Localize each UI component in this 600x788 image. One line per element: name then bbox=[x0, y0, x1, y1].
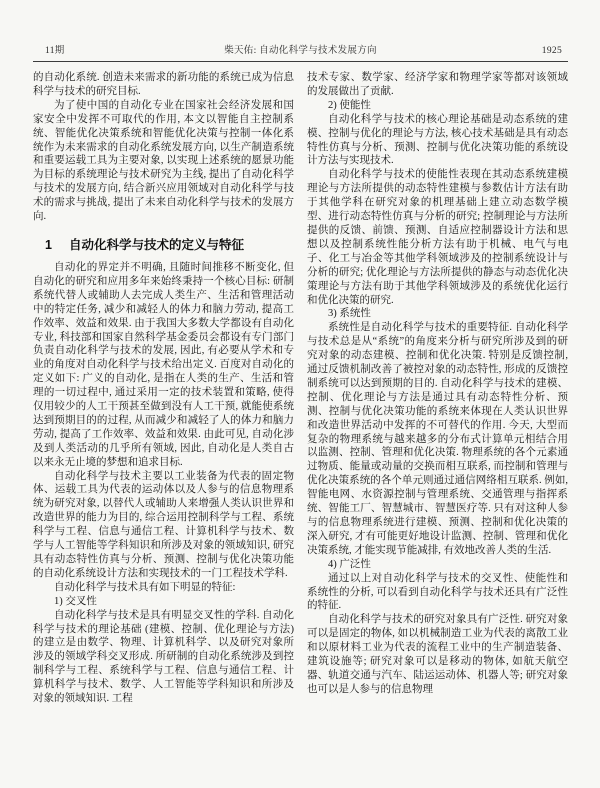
paragraph: 的自动化系统. 创造未来需求的新功能的系统已成为信息科学与技术的研究目标. bbox=[33, 72, 294, 97]
page-number: 1925 bbox=[541, 46, 562, 56]
issue-label: 11期 bbox=[45, 46, 65, 56]
feature-item-label: 3) 系统性 bbox=[328, 308, 371, 320]
text-columns bbox=[33, 71, 568, 706]
paragraph: 自动化的界定并不明确, 且随时间推移不断变化, 但自动化的研究和应用多年来始终秉持一个核心目标: 研制系统代替人或辅助人去完成人类生产、生活和管理活动中的特定任务, 减少和减轻人的体力和脑力劳动, 提高工作效率、效益和效果. 由于我国大多数大学都设有自动化专业, 科技部和国家自然科学基金委员会都设有专门部门负责自动化科学与技术的发展, 因此, 有必要从学术和专业的角度对自动化科学与技术给出定义. 百度对自动化的定义如下: 广义的自动化, 是指在人类的生产、生活和管理的一切过程中, 通过采用一定的技术装置和策略, 使得仅用较少的人工干预甚至做到没有人工干预, 就能使系统达到预期目的的过程, 从而减少和减轻了人的体力和脑力劳动, 提高了工作效率、效益和效果. 由此可见, 自动化涉及到人类活动的几乎所有领域, 因此, 自动化是人类自古以来永无止境的梦想和追求目标. bbox=[33, 261, 294, 468]
paragraph: 自动化科学与技术的使能性表现在其动态系统建模理论与方法所提供的动态特性建模与参数估计方法有助于其他学科在研究对象的机理基础上建立动态数学模型、进行动态特性仿真与分析的研究; 控制理论与方法所提供的反馈、前馈、预测、自适应控制器设计方法和思想以及控制系统性能分析方法有助于机械、电气与电子、化工与冶金等其他学科领域涉及的控制系统设计与分析的研究; 优化理论与方法所提供的静态与动态优化决策理论与方法有助于其他学科领域涉及的系统优化运行和优化决策的研究. bbox=[307, 169, 568, 306]
paragraph: 自动化科学与技术主要以工业装备为代表的固定物体、运载工具为代表的运动体以及人参与的信息物理系统为研究对象, 以替代人或辅助人来增强人类认识世界和改造世界的能力为目的, 综合运用控制科学与工程、系统科学与工程、信息与通信工程、计算机科学与技术、数学与人工智能等学科知识和所涉及对象的领域知识, 研究具有动态特性仿真与分析、预测、控制与优化决策功能的自动化系统设计方法和实现技术的一门工程技术学科. bbox=[33, 470, 294, 579]
paragraph: 技术专家、数学家、经济学家和物理学家等都对该领域的发展做出了贡献. bbox=[307, 72, 568, 97]
paragraph: 自动化科学与技术具有如下明显的特征: bbox=[54, 581, 236, 593]
page-header bbox=[33, 42, 568, 56]
feature-item-label: 4) 广泛性 bbox=[328, 558, 371, 570]
paragraph: 自动化科学与技术的核心理论基础是动态系统的建模、控制与优化的理论与方法, 核心技术基础是具有动态特性仿真与分析、预测、控制与优化决策功能的系统设计方法与实现技术. bbox=[307, 113, 568, 167]
paragraph: 自动化科学与技术是具有明显交叉性的学科. 自动化科学与技术的理论基础 (建模、控制、优化理论与方法) 的建立是由数学、物理、计算机科学、以及研究对象所涉及的领域学科交叉形成. 所研制的自动化系统涉及到控制科学与工程、系统科学与工程、信息与通信工程、计算机科学与技术、数学、人工智能等学科知识和所涉及对象的领域知识. 工程 bbox=[33, 609, 294, 705]
paragraph: 为了使中国的自动化专业在国家社会经济发展和国家安全中发挥不可取代的作用, 本文以智能自主控制系统、智能优化决策系统和智能优化决策与控制一体化系统作为未来需求的自动化系统发展方向, 以生产制造系统和重要运载工具为主要对象, 以实现上述系统的愿景功能为目标的系统理论与技术研究为主线, 提出了自动化科学与技术的发展方向, 结合新兴应用领域对自动化科学与技术的需求与挑战, 提出了未来自动化科学与技术的发展方向. bbox=[33, 99, 294, 223]
section-heading bbox=[33, 235, 294, 253]
paragraph: 自动化科学与技术的研究对象具有广泛性. 研究对象可以是固定的物体, 如以机械制造工业为代表的离散工业和以原材料工业为代表的流程工业中的生产制造装备、建筑设施等; 研究对象可以是移动的物体, 如航天航空器、轨道交通与汽车、陆运运动体、机器人等; 研究对象也可以是人参与的信息物理 bbox=[307, 614, 568, 695]
paragraph: 系统性是自动化科学与技术的重要特征. 自动化科学与技术总是从“系统”的角度来分析与研究所涉及到的研究对象的动态建模、控制和优化决策. 特别是反馈控制, 通过反馈机制改善了被控对象的动态特性, 形成的反馈控制系统可以达到预期的目的. 自动化科学与技术的建模、控制、优化理论与方法是通过具有动态特性分析、预测、控制与优化决策功能的系统来体现在人类认识世界和改造世界活动中发挥的不可替代的作用. 今天, 大型而复杂的物理系统与越来越多的分布式计算单元相结合用以监测、控制、管理和优化决策. 物理系统的各个元素通过物质、能量或动量的交换而相互联系, 而控制和管理与优化决策系统的各个单元则通过通信网络相互联系. 例如, 智能电网、水资源控制与管理系统、交通管理与指挥系统、智能工厂、智慧城市、智慧医疗等. 只有对这种人参与的信息物理系统进行建模、预测、控制和优化决策的深入研究, 才有可能更好地设计监测、控制、管理和优化决策系统, 才能实现节能减排, 有效地改善人类的生活. bbox=[307, 322, 568, 556]
right-column bbox=[307, 71, 568, 706]
header-rule bbox=[33, 61, 568, 62]
paragraph: 通过以上对自动化科学与技术的交叉性、使能性和系统性的分析, 可以看到自动化科学与技术还具有广泛性的特征. bbox=[307, 572, 568, 612]
section-title: 自动化科学与技术的定义与特征 bbox=[68, 237, 244, 252]
feature-item-label: 2) 使能性 bbox=[328, 99, 371, 111]
running-title: 柴天佑: 自动化科学与技术发展方向 bbox=[224, 46, 377, 56]
feature-item-label: 1) 交叉性 bbox=[54, 595, 97, 607]
left-column bbox=[33, 71, 294, 706]
section-number: 1 bbox=[45, 237, 52, 252]
